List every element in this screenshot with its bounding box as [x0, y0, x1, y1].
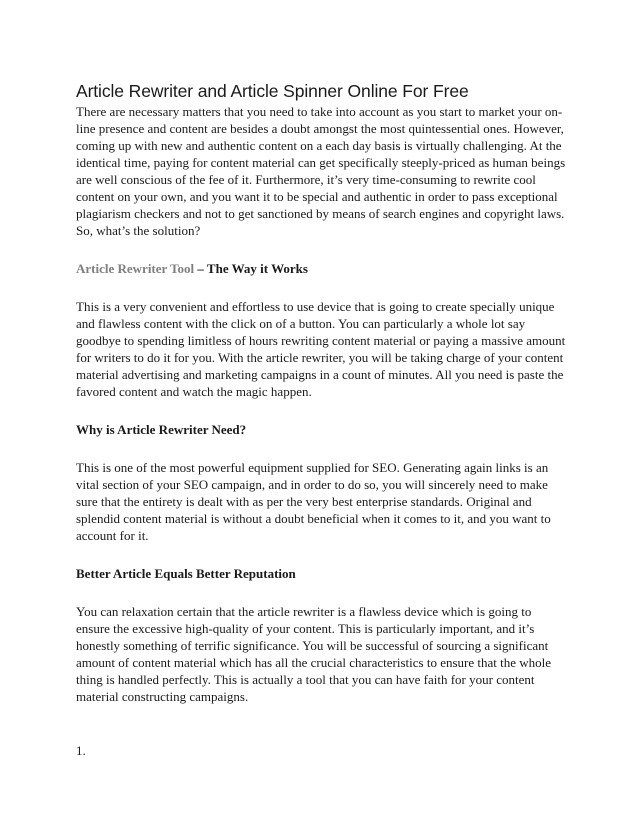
section-heading-rest: – The Way it Works	[194, 261, 308, 276]
section-body-why-needed: This is one of the most powerful equipment supplied for SEO. Generating again links is an vital section of your SEO campaign, and in order to do so, you will sincerely need to make sure that the entirety is dealt with as per the very best enterprise standards. Original and splendid content material is without a doubt beneficial when it comes to it, and you want to account for it.	[76, 460, 551, 543]
document-title: Article Rewriter and Article Spinner Online For Free	[76, 81, 469, 101]
section-heading-better-reputation: Better Article Equals Better Reputation	[76, 566, 296, 581]
list-number-marker: 1.	[76, 743, 86, 758]
section-heading-why-needed: Why is Article Rewriter Need?	[76, 422, 247, 437]
intro-paragraph: There are necessary matters that you need to take into account as you start to market your on-line presence and content are besides a doubt amongst the most quintessential ones. However, coming up with new and authentic content on a each day basis is virtually challenging. At the identical time, paying for content material can get specifically steeply-priced as human beings are well conscious of the fee of it. Furthermore, it’s very time-consuming to rewrite cool content on your own, and you want it to be special and authentic in order to pass exceptional plagiarism checkers and not to get sanctioned by means of search engines and copyright laws. So, what’s the solution?	[76, 104, 566, 238]
section-heading-how-it-works	[76, 260, 566, 277]
section-heading-accent: Article Rewriter Tool	[76, 261, 195, 276]
section-body-how-it-works: This is a very convenient and effortless to use device that is going to create specially unique and flawless content with the click on of a button. You can particularly a whole lot say goodbye to spending limitless of hours rewriting content material or paying a massive amount for writers to do it for you. With the article rewriter, you will be taking charge of your content material advertising and marketing campaigns in a count of minutes. All you need is paste the favored content and watch the magic happen.	[76, 299, 566, 399]
document-page	[76, 80, 566, 759]
section-body-better-reputation: You can relaxation certain that the article rewriter is a flawless device which is going to ensure the excessive high-quality of your content. This is particularly important, and it’s honestly something of terrific significance. You will be successful of sourcing a significant amount of content material which has all the crucial characteristics to ensure that the whole thing is handled perfectly. This is actually a tool that you can have faith for your content material constructing campaigns.	[76, 604, 552, 704]
